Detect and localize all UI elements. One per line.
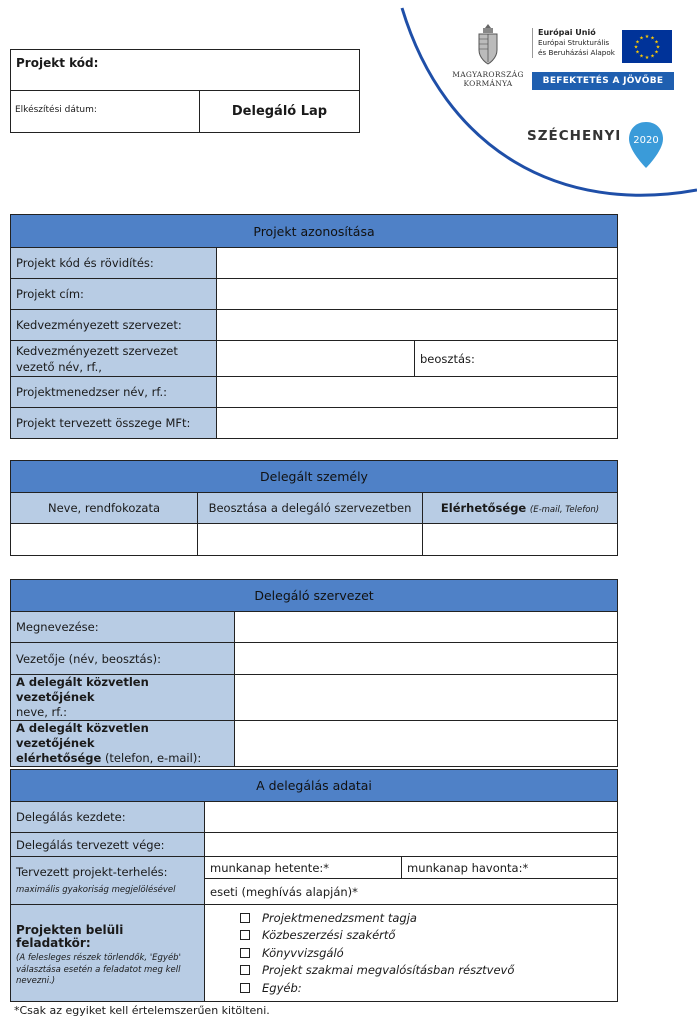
ad-hoc-label: eseti (meghívás alapján)* (210, 884, 358, 899)
weekly-cell[interactable] (205, 857, 402, 879)
manager-label: Projektmenedzser név, rf.: (11, 377, 217, 408)
role-option-label: Könyvvizsgáló (262, 945, 344, 960)
load-label (11, 857, 205, 905)
position-label: beosztás: (420, 351, 475, 366)
role-option[interactable] (240, 979, 612, 997)
org-section-title: Delegáló szervezet (11, 580, 618, 612)
start-input[interactable] (205, 802, 618, 833)
org-name-input[interactable] (235, 612, 618, 643)
org-head-label (11, 643, 235, 675)
checkbox[interactable] (240, 983, 250, 993)
coat-of-arms-icon (474, 22, 502, 68)
project-code-field[interactable] (11, 50, 359, 91)
org-head-input[interactable] (235, 643, 618, 675)
org-name-label: Megnevezése: (11, 612, 235, 643)
superior-contact-bold2: elérhetősége (16, 751, 102, 765)
date-field[interactable] (11, 91, 200, 132)
role-note: (A felesleges részek törlendők, 'Egyéb' választása esetén a feladatot meg kell nevezni.) (16, 953, 181, 986)
svg-text:★: ★ (633, 44, 639, 51)
svg-text:★: ★ (650, 53, 655, 60)
beneficiary-leader-input[interactable] (217, 341, 415, 377)
load-label-text: Tervezett projekt-terhelés: (16, 864, 168, 879)
role-option-label: Egyéb: (262, 980, 302, 995)
checkbox[interactable] (240, 913, 250, 923)
delegated-name-input[interactable] (11, 524, 198, 556)
role-option-label: Projektmenedzsment tagja (262, 910, 417, 925)
eu-logo (532, 28, 672, 92)
svg-text:★: ★ (644, 55, 650, 61)
project-table (10, 214, 618, 439)
footnote: *Csak az egyiket kell értelemszerűen kitölteni. (14, 1004, 270, 1017)
role-option[interactable] (240, 944, 612, 962)
eu-banner: BEFEKTETÉS A JÖVŐBE (532, 72, 674, 90)
project-name-input[interactable] (217, 279, 618, 310)
role-option[interactable] (240, 927, 612, 945)
delegation-section-title: A delegálás adatai (11, 770, 618, 802)
weekly-label: munkanap hetente:* (210, 860, 330, 875)
szechenyi-pin-icon (627, 120, 665, 170)
col-name-header: Neve, rendfokozata (11, 493, 198, 524)
government-logo-text (450, 70, 526, 88)
role-label-text: Projekten belüli feladatkör: (16, 923, 124, 950)
superior-name-bold: A delegált közvetlen vezetőjének (16, 675, 149, 704)
start-label: Delegálás kezdete: (11, 802, 205, 833)
superior-contact-input[interactable] (235, 721, 618, 767)
svg-text:★: ★ (655, 44, 661, 51)
project-name-label: Projekt cím: (11, 279, 217, 310)
date-label: Elkészítési dátum: (15, 105, 97, 115)
delegated-contact-input[interactable] (423, 524, 618, 556)
role-option[interactable] (240, 962, 612, 980)
beneficiary-input[interactable] (217, 310, 618, 341)
manager-input[interactable] (217, 377, 618, 408)
role-option-label: Közbeszerzési szakértő (262, 928, 396, 943)
svg-text:★: ★ (635, 49, 640, 56)
svg-text:★: ★ (650, 35, 655, 42)
eu-line2: Európai Strukturális (538, 38, 610, 47)
superior-name-rest: neve, rf.: (16, 705, 68, 719)
eu-flag-icon (622, 30, 672, 63)
svg-text:★: ★ (644, 34, 650, 40)
delegating-org-table (10, 579, 618, 767)
superior-name-input[interactable] (235, 675, 618, 721)
delegated-person-table (10, 460, 618, 556)
szechenyi-year: 2020 (633, 135, 659, 146)
end-input[interactable] (205, 833, 618, 857)
government-line2: KORMÁNYA (463, 79, 513, 88)
government-line1: MAGYARORSZÁG (452, 70, 524, 79)
beneficiary-leader-label: Kedvezményezett szervezet vezető név, rf., (11, 341, 217, 377)
position-cell[interactable] (415, 341, 618, 377)
role-options (205, 905, 618, 1002)
role-label (11, 905, 205, 1002)
end-label: Delegálás tervezett vége: (11, 833, 205, 857)
project-code-label: Projekt kód és rövidítés: (11, 248, 217, 279)
svg-text:★: ★ (635, 39, 640, 46)
col-contact-note: (E-mail, Telefon) (529, 505, 600, 515)
col-contact-bold: Elérhetősége (440, 501, 527, 515)
monthly-cell[interactable] (402, 857, 618, 879)
role-checkbox-list (210, 909, 612, 997)
budget-label: Projekt tervezett összege MFt: (11, 408, 217, 439)
superior-contact-bold1: A delegált közvetlen vezetőjének (16, 721, 149, 750)
superior-contact-label (11, 721, 235, 767)
project-code-input[interactable] (217, 248, 618, 279)
szechenyi-logo-text: SZÉCHENYI (527, 128, 622, 144)
superior-name-label (11, 675, 235, 721)
svg-text:★: ★ (654, 49, 659, 56)
checkbox[interactable] (240, 930, 250, 940)
svg-text:★: ★ (639, 53, 644, 60)
form-title: Delegáló Lap (231, 104, 328, 119)
monthly-label: munkanap havonta:* (407, 860, 529, 875)
col-position-header: Beosztása a delegáló szervezetben (198, 493, 423, 524)
role-option[interactable] (240, 909, 612, 927)
checkbox[interactable] (240, 948, 250, 958)
load-note: maximális gyakoriság megjelölésével (16, 884, 176, 895)
superior-contact-rest: (telefon, e-mail): (104, 751, 202, 765)
eu-line3: és Beruházási Alapok (538, 48, 615, 57)
eu-line1: Európai Unió (538, 28, 596, 37)
role-option-label: Projekt szakmai megvalósításban résztvevő (262, 963, 515, 978)
col-contact-header (423, 493, 618, 524)
svg-text:★: ★ (639, 35, 644, 42)
project-code-label: Projekt kód: (16, 56, 99, 70)
org-head-label-text: Vezetője (név, beosztás): (16, 651, 161, 666)
delegation-data-table (10, 769, 618, 1002)
checkbox[interactable] (240, 965, 250, 975)
beneficiary-label: Kedvezményezett szervezet: (11, 310, 217, 341)
svg-text:★: ★ (654, 39, 659, 46)
delegated-section-title: Delegált személy (11, 461, 618, 493)
budget-input[interactable] (217, 408, 618, 439)
eu-text (532, 28, 620, 58)
header-form-box (10, 49, 360, 133)
project-section-title: Projekt azonosítása (11, 215, 618, 248)
delegated-position-input[interactable] (198, 524, 423, 556)
ad-hoc-cell[interactable] (205, 879, 618, 905)
